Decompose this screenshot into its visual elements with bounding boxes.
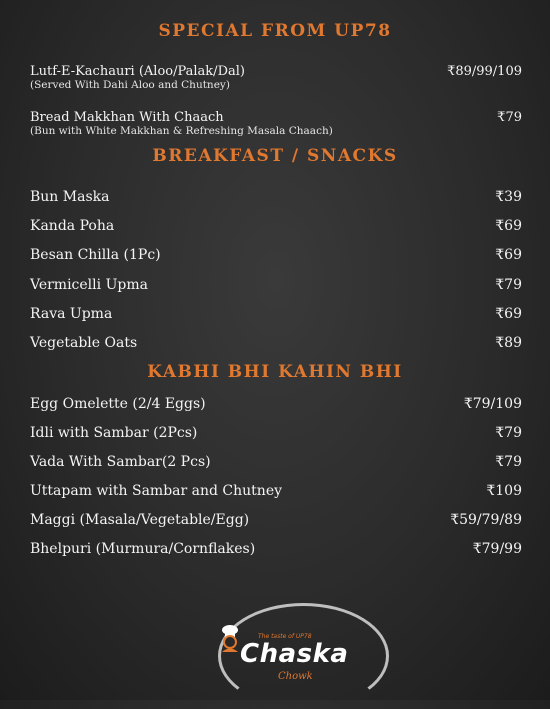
menu-item [30, 247, 522, 269]
item-price: ₹79 [495, 454, 522, 470]
item-price: ₹79/99 [472, 541, 522, 557]
item-name: Vermicelli Upma [30, 277, 148, 293]
menu-item [30, 512, 522, 534]
logo-sub-text: Chowk [278, 671, 313, 682]
menu-item [30, 277, 522, 299]
item-price: ₹79 [497, 110, 522, 125]
item-description: (Served With Dahi Aloo and Chutney) [30, 79, 230, 91]
item-description: (Bun with White Makkhan & Refreshing Masala Chaach) [30, 125, 333, 137]
item-name: Uttapam with Sambar and Chutney [30, 483, 283, 499]
item-price: ₹79 [495, 425, 522, 441]
menu-item [30, 425, 522, 447]
menu-item [30, 189, 522, 211]
item-name: Lutf-E-Kachauri (Aloo/Palak/Dal) [30, 64, 245, 79]
item-name: Egg Omelette (2/4 Eggs) [30, 396, 206, 412]
menu-item [30, 454, 522, 476]
item-name: Bun Maska [30, 189, 110, 205]
menu-item [30, 110, 522, 137]
logo-main-text: Chaska [240, 639, 349, 669]
item-name: Vegetable Oats [30, 335, 138, 351]
item-name: Bhelpuri (Murmura/Cornflakes) [30, 541, 256, 557]
brand-logo [200, 595, 390, 695]
section-title-special: SPECIAL FROM UP78 [158, 21, 392, 41]
menu-item [30, 483, 522, 505]
item-price: ₹69 [495, 306, 522, 322]
item-price: ₹59/79/89 [450, 512, 522, 528]
logo-tagline: The taste of UP78 [258, 633, 312, 640]
item-name: Bread Makkhan With Chaach [30, 110, 224, 125]
item-price: ₹109 [486, 483, 522, 499]
item-name: Besan Chilla (1Pc) [30, 247, 161, 263]
item-name: Maggi (Masala/Vegetable/Egg) [30, 512, 250, 528]
menu-item [30, 541, 522, 563]
menu-item [30, 396, 522, 418]
item-price: ₹69 [495, 247, 522, 263]
menu-item [30, 218, 522, 240]
section-title-breakfast: BREAKFAST / SNACKS [152, 146, 398, 166]
item-name: Vada With Sambar(2 Pcs) [30, 454, 211, 470]
menu-item [30, 64, 522, 91]
item-name: Idli with Sambar (2Pcs) [30, 425, 198, 441]
item-price: ₹69 [495, 218, 522, 234]
item-price: ₹89 [495, 335, 522, 351]
section-title-kabhi-bhi: KABHI BHI KAHIN BHI [147, 362, 403, 382]
menu-item [30, 335, 522, 357]
item-price: ₹89/99/109 [447, 64, 522, 79]
item-name: Kanda Poha [30, 218, 115, 234]
item-name: Rava Upma [30, 306, 113, 322]
item-price: ₹79/109 [463, 396, 522, 412]
menu-item [30, 306, 522, 328]
item-price: ₹79 [495, 277, 522, 293]
item-price: ₹39 [495, 189, 522, 205]
